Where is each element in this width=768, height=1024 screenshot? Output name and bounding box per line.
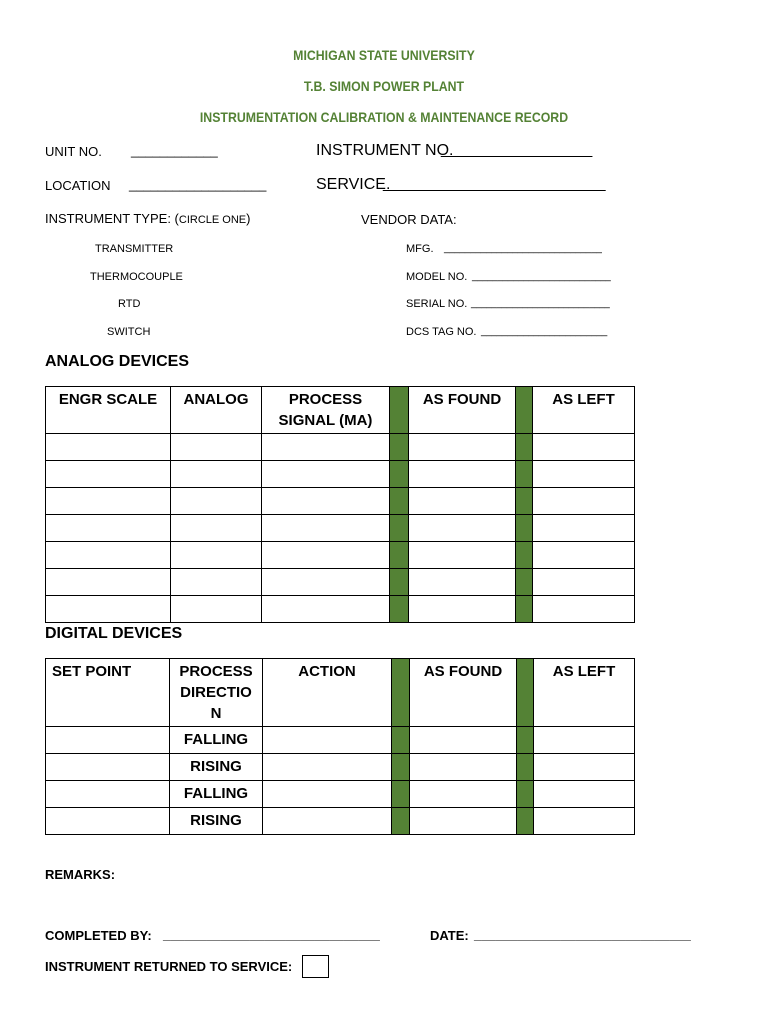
type-option-transmitter[interactable]: TRANSMITTER [95,243,174,255]
returned-to-service-checkbox[interactable] [302,955,329,978]
analog-green-divider [516,461,533,488]
table-cell[interactable] [409,596,516,623]
table-cell[interactable] [46,596,171,623]
digital-devices-table [45,658,635,835]
table-row [46,781,635,808]
analog-green-divider [516,488,533,515]
direction-cell: FALLING [170,781,263,808]
analog-green-divider [390,542,409,569]
type-option-thermocouple[interactable]: THERMOCOUPLE [90,271,183,283]
digital-green-divider [517,659,534,727]
service-label: SERVICE. [316,176,391,193]
vendor-dcs-label: DCS TAG NO. [406,326,477,338]
completed-by-line[interactable]: ______________________________ [163,927,380,942]
digital-green-divider [392,659,410,727]
instrument-no-label: INSTRUMENT NO. [316,142,454,159]
table-cell[interactable] [171,596,262,623]
table-row [46,808,635,835]
table-cell[interactable] [410,727,517,754]
table-cell[interactable] [263,808,392,835]
header-university: MICHIGAN STATE UNIVERSITY [293,47,475,63]
vendor-data-label: VENDOR DATA: [361,212,457,227]
table-cell[interactable] [534,808,635,835]
table-cell[interactable] [533,569,635,596]
table-cell[interactable] [46,727,170,754]
digital-devices-title: DIGITAL DEVICES [45,625,183,642]
table-cell[interactable] [171,569,262,596]
instrument-type-close: ) [246,211,251,226]
returned-to-service-label: INSTRUMENT RETURNED TO SERVICE: [45,959,293,974]
header-plant: T.B. SIMON POWER PLANT [303,78,465,94]
vendor-serial-label: SERIAL NO. [406,298,468,310]
vendor-dcs-line[interactable]: ________________________ [481,325,608,337]
analog-green-divider [390,515,409,542]
instrument-no-line[interactable]: _________________ [441,141,593,158]
table-cell[interactable] [171,461,262,488]
table-cell[interactable] [410,781,517,808]
instrument-type-heading [45,211,250,226]
table-cell[interactable] [263,727,392,754]
table-cell[interactable] [409,569,516,596]
date-line[interactable]: ______________________________ [474,927,691,942]
table-cell[interactable] [533,542,635,569]
direction-cell: RISING [170,808,263,835]
table-cell[interactable] [46,488,171,515]
table-cell[interactable] [262,569,390,596]
completed-by-label: COMPLETED BY: [45,928,152,943]
table-cell[interactable] [409,515,516,542]
analog-green-divider [390,569,409,596]
digital-green-divider [392,727,410,754]
vendor-mfg-label: MFG. [406,243,434,255]
table-row [46,754,635,781]
type-option-rtd[interactable]: RTD [118,298,141,310]
table-cell[interactable] [46,754,170,781]
table-row [46,542,635,569]
digital-col-as-left: AS LEFT [534,659,635,727]
analog-green-divider [516,387,533,434]
table-row [46,461,635,488]
table-row [46,515,635,542]
table-cell[interactable] [409,542,516,569]
table-cell[interactable] [534,754,635,781]
analog-devices-table [45,386,635,623]
analog-green-divider [516,515,533,542]
table-row [46,434,635,461]
table-cell[interactable] [171,434,262,461]
table-cell[interactable] [262,515,390,542]
table-cell[interactable] [46,461,171,488]
analog-green-divider [516,434,533,461]
analog-devices-title: ANALOG DEVICES [45,353,190,370]
vendor-model-line[interactable]: ___________________________ [472,270,611,282]
analog-green-divider [516,542,533,569]
table-row [46,569,635,596]
digital-green-divider [517,781,534,808]
table-cell[interactable] [410,754,517,781]
vendor-model-label: MODEL NO. [406,271,468,283]
digital-header-row [46,659,635,727]
analog-green-divider [390,387,409,434]
digital-green-divider [392,808,410,835]
digital-green-divider [392,754,410,781]
table-cell[interactable] [262,434,390,461]
table-cell[interactable] [409,434,516,461]
analog-green-divider [390,596,409,623]
analog-col-as-found: AS FOUND [409,387,516,434]
location-line[interactable]: ___________________ [129,177,267,192]
digital-col-as-found: AS FOUND [410,659,517,727]
table-cell[interactable] [46,569,171,596]
analog-green-divider [516,596,533,623]
table-row [46,488,635,515]
digital-col-process-direction: PROCESS DIRECTIO N [170,659,263,727]
unit-no-line[interactable]: ____________ [131,143,218,158]
direction-cell: RISING [170,754,263,781]
table-cell[interactable] [409,461,516,488]
digital-col-set-point: SET POINT [46,659,170,727]
digital-green-divider [517,727,534,754]
table-cell[interactable] [262,461,390,488]
direction-cell: FALLING [170,727,263,754]
table-cell[interactable] [171,515,262,542]
digital-green-divider [517,754,534,781]
service-line[interactable]: _________________________ [383,175,606,192]
analog-green-divider [390,434,409,461]
circle-one-hint: CIRCLE ONE [178,214,247,226]
analog-col-process-signal: PROCESS SIGNAL (MA) [262,387,390,434]
analog-green-divider [390,488,409,515]
table-cell[interactable] [46,808,170,835]
table-cell[interactable] [263,781,392,808]
table-cell[interactable] [171,542,262,569]
date-label: DATE: [430,928,469,943]
table-cell[interactable] [171,488,262,515]
table-cell[interactable] [409,488,516,515]
analog-green-divider [390,461,409,488]
table-cell[interactable] [46,515,171,542]
analog-col-analog: ANALOG [171,387,262,434]
digital-col-action: ACTION [263,659,392,727]
instrument-type-label: INSTRUMENT TYPE: ( [45,211,179,226]
table-cell[interactable] [46,542,171,569]
header-record-title: INSTRUMENTATION CALIBRATION & MAINTENANCE RECORD [199,109,569,125]
table-cell[interactable] [534,727,635,754]
table-cell[interactable] [46,781,170,808]
analog-green-divider [516,569,533,596]
table-cell[interactable] [46,434,171,461]
table-cell[interactable] [533,596,635,623]
vendor-serial-line[interactable]: ___________________________ [471,297,610,309]
location-label: LOCATION [45,178,111,193]
vendor-mfg-line[interactable]: ______________________________ [444,242,602,254]
analog-header-row [46,387,635,434]
table-cell[interactable] [262,542,390,569]
table-cell[interactable] [533,434,635,461]
table-cell[interactable] [533,515,635,542]
table-cell[interactable] [534,781,635,808]
analog-col-as-left: AS LEFT [533,387,635,434]
table-cell[interactable] [263,754,392,781]
remarks-label: REMARKS: [45,867,116,882]
table-cell[interactable] [410,808,517,835]
table-cell[interactable] [262,488,390,515]
digital-green-divider [517,808,534,835]
type-option-switch[interactable]: SWITCH [107,326,151,338]
digital-green-divider [392,781,410,808]
analog-col-engr-scale: ENGR SCALE [46,387,171,434]
table-cell[interactable] [262,596,390,623]
table-row [46,596,635,623]
unit-no-label: UNIT NO. [45,144,102,159]
table-row [46,727,635,754]
table-cell[interactable] [533,461,635,488]
table-cell[interactable] [533,488,635,515]
